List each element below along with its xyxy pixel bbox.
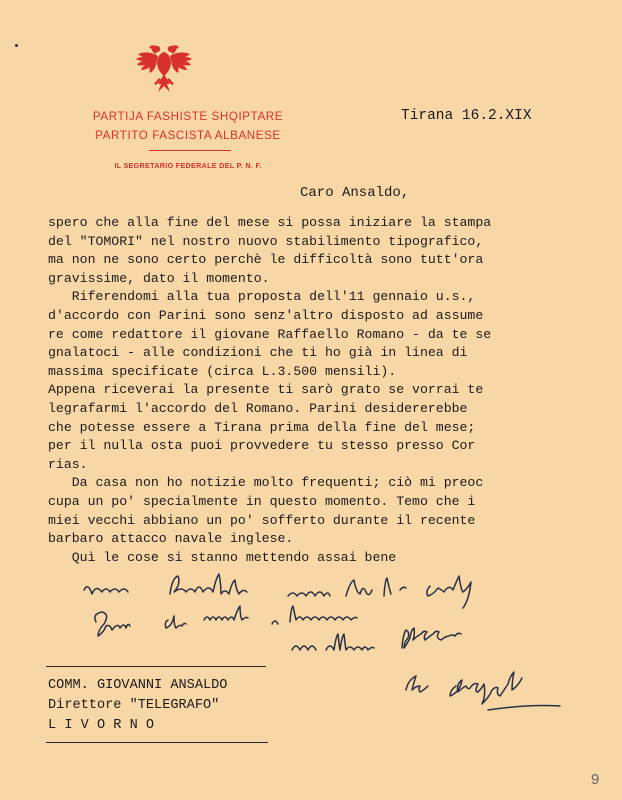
body-line: rias. bbox=[48, 456, 88, 472]
addressee-name: COMM. GIOVANNI ANSALDO bbox=[48, 678, 228, 693]
party-name-italian: PARTITO FASCISTA ALBANESE bbox=[95, 129, 281, 142]
body-line: d'accordo con Parini sono senz'altro disposto ad assume bbox=[48, 307, 484, 323]
addressee-block bbox=[48, 676, 227, 736]
addressee-rule-top bbox=[46, 666, 266, 667]
greeting: Caro Ansaldo, bbox=[300, 185, 410, 201]
body-line: barbaro attacco navale inglese. bbox=[48, 531, 294, 547]
office-title: IL SEGRETARIO FEDERALE DEL P. N. F. bbox=[114, 161, 262, 170]
body-line: cupa un po' specialmente in questo momento. Temo che i bbox=[48, 493, 476, 509]
body-line: per il nulla osta puoi provvedere tu stesso presso Cor bbox=[48, 438, 476, 454]
body-line: Quì le cose si stanno mettendo assai bene bbox=[48, 549, 397, 565]
party-name-albanian: PARTIJA FASHISTE SHQIPTARE bbox=[92, 110, 284, 123]
letter-body bbox=[48, 214, 608, 567]
body-line: Da casa non ho notizie molto frequenti; ciò mi preoc bbox=[48, 475, 484, 491]
body-line: del "TOMORI" nel nostro nuovo stabilimento tipografico, bbox=[48, 233, 484, 249]
page-number: 9 bbox=[591, 771, 600, 788]
body-line: che potesse essere a Tirana prima della fine del mese; bbox=[48, 419, 476, 435]
body-line: Riferendomi alla tua proposta dell'11 gennaio u.s., bbox=[48, 289, 476, 305]
body-line: gravissime, dato il momento. bbox=[48, 270, 270, 286]
body-line: gnalatoci - alle condizioni che ti ho già in linea di bbox=[48, 345, 468, 361]
body-line: miei vecchi abbiano un po' sofferto durante il recente bbox=[48, 512, 476, 528]
albanian-double-headed-eagle-icon bbox=[134, 40, 194, 100]
body-line: legrafarmi l'accordo del Romano. Parini desidererebbe bbox=[48, 400, 468, 416]
addressee-city: L I V O R N O bbox=[48, 718, 155, 733]
body-line: spero che alla fine del mese si possa iniziare la stampa bbox=[48, 215, 492, 230]
addressee-role: Direttore "TELEGRAFO" bbox=[48, 698, 220, 713]
letterhead-divider bbox=[149, 150, 231, 151]
body-line: ma non ne sono certo perchè le difficoltà sono tutt'ora bbox=[48, 252, 484, 268]
body-line: re come redattore il giovane Raffaello Romano - da te se bbox=[48, 326, 492, 342]
body-line: massima specificate (circa L.3.500 mensili). bbox=[48, 363, 397, 379]
place-date: Tirana 16.2.XIX bbox=[401, 108, 532, 124]
addressee-rule-bottom bbox=[46, 742, 268, 743]
body-line: Appena riceverai la presente ti sarò grato se vorrai te bbox=[48, 382, 484, 398]
corner-mark bbox=[15, 44, 18, 47]
